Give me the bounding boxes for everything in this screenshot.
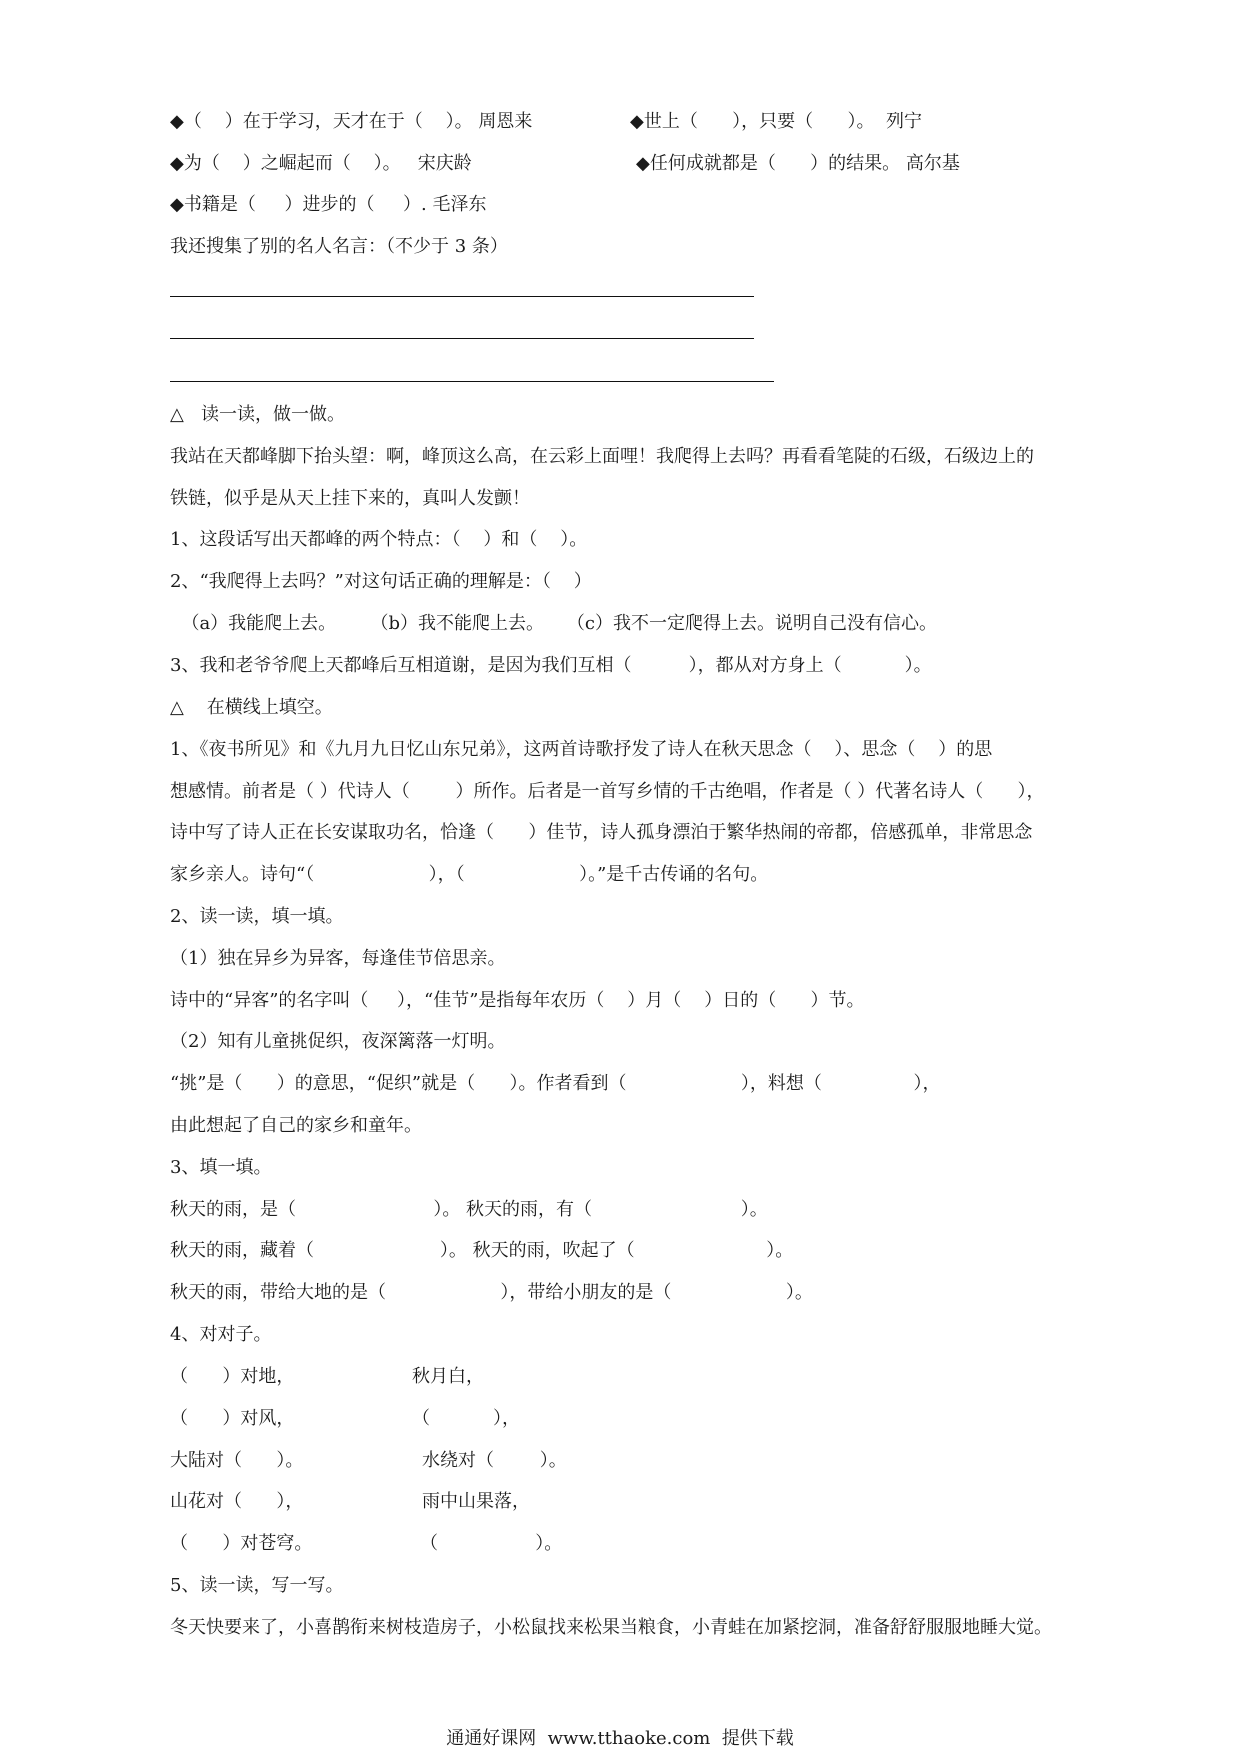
poem-line-2-question-end: 由此想起了自己的家乡和童年。 — [170, 1115, 422, 1136]
couplet-1-left: （ ）对地， — [170, 1366, 295, 1387]
quote-gorky: ◆任何成就都是（ ）的结果。 高尔基 — [636, 153, 960, 174]
quote-zhou-enlai: ◆（ ）在于学习，天才在于（ ）。 周恩来 — [170, 111, 533, 132]
fill-blank-heading: △ 在横线上填空。 — [170, 697, 333, 718]
couplet-1-right: 秋月白， — [412, 1366, 484, 1387]
couplet-4-left: 山花对（ ）， — [170, 1491, 304, 1512]
couplet-2-right: （ ）， — [412, 1408, 520, 1429]
couplet-title: 4、对对子。 — [170, 1324, 272, 1345]
poem-question-line-3: 诗中写了诗人正在长安谋取功名，恰逢（ ）佳节，诗人孤身漂泊于繁华热闹的帝都，倍感孤单，非常思念 — [170, 822, 1033, 843]
reading-question-2-options: （a）我能爬上去。 （b）我不能爬上去。 （c）我不一定爬得上去。说明自己没有信心。 — [170, 613, 937, 634]
reading-passage-line-2: 铁链，似乎是从天上挂下来的，真叫人发颤！ — [170, 488, 530, 509]
couplet-3-right: 水绕对（ ）。 — [422, 1450, 567, 1471]
poem-line-2-question: “挑”是（ ）的意思，“促织”就是（ ）。作者看到（ ），料想（ ）， — [170, 1073, 941, 1094]
couplet-2-left: （ ）对风， — [170, 1408, 295, 1429]
autumn-rain-line-1: 秋天的雨，是（ ）。 秋天的雨，有（ ）。 — [170, 1199, 768, 1220]
reading-question-3: 3、我和老爷爷爬上天都峰后互相道谢，是因为我们互相（ ），都从对方身上（ ）。 — [170, 655, 932, 676]
quote-lenin: ◆世上（ ），只要（ ）。 列宁 — [630, 111, 922, 132]
couplet-5-left: （ ）对苍穹。 — [170, 1533, 313, 1554]
autumn-rain-title: 3、填一填。 — [170, 1157, 272, 1178]
answer-line-1 — [170, 296, 754, 297]
poem-question-line-4: 家乡亲人。诗句“（ ），（ ）。”是千古传诵的名句。 — [170, 864, 769, 885]
reading-question-2: 2、“我爬得上去吗？”对这句话正确的理解是：（ ） — [170, 571, 592, 592]
read-fill-title: 2、读一读，填一填。 — [170, 906, 344, 927]
poem-line-2: （2）知有儿童挑促织，夜深篱落一灯明。 — [170, 1031, 506, 1052]
reading-question-1: 1、这段话写出天都峰的两个特点：（ ）和（ ）。 — [170, 529, 588, 550]
autumn-rain-line-2: 秋天的雨，藏着（ ）。 秋天的雨，吹起了（ ）。 — [170, 1240, 794, 1261]
poem-question-line-1: 1、《夜书所见》和《九月九日忆山东兄弟》，这两首诗歌抒发了诗人在秋天思念（ ）、思念（ ）的思 — [170, 739, 993, 760]
quote-mao-zedong: ◆书籍是（ ）进步的（ ）. 毛泽东 — [170, 194, 487, 215]
poem-question-line-2: 想感情。前者是（ ）代诗人（ ）所作。后者是一首写乡情的千古绝唱，作者是（ ）代著名诗人（ ）， — [170, 781, 1045, 802]
reading-heading: △ 读一读，做一做。 — [170, 404, 346, 425]
couplet-3-left: 大陆对（ ）。 — [170, 1450, 304, 1471]
read-write-title: 5、读一读，写一写。 — [170, 1575, 344, 1596]
couplet-5-right: （ ）。 — [420, 1533, 563, 1554]
answer-line-3 — [170, 381, 774, 382]
couplet-4-right: 雨中山果落， — [422, 1491, 530, 1512]
answer-line-2 — [170, 338, 754, 339]
poem-line-1-question: 诗中的“异客”的名字叫（ ），“佳节”是指每年农历（ ）月（ ）日的（ ）节。 — [170, 990, 865, 1011]
reading-passage-line-1: 我站在天都峰脚下抬头望：啊，峰顶这么高，在云彩上面哩！我爬得上去吗？再看看笔陡的石级，石级边上的 — [170, 446, 1034, 467]
autumn-rain-line-3: 秋天的雨，带给大地的是（ ），带给小朋友的是（ ）。 — [170, 1282, 813, 1303]
quote-song-qingling: ◆为（ ）之崛起而（ ）。 宋庆龄 — [170, 153, 472, 174]
collect-quotes-prompt: 我还搜集了别的名人名言：（不少于 3 条） — [170, 236, 508, 257]
poem-line-1: （1）独在异乡为异客，每逢佳节倍思亲。 — [170, 948, 506, 969]
read-write-passage: 冬天快要来了，小喜鹊衔来树枝造房子，小松鼠找来松果当粮食，小青蛙在加紧挖洞，准备舒舒服服地睡大觉。 — [170, 1617, 1052, 1638]
page-footer: 通通好课网 www.tthaoke.com 提供下载 — [446, 1728, 794, 1749]
